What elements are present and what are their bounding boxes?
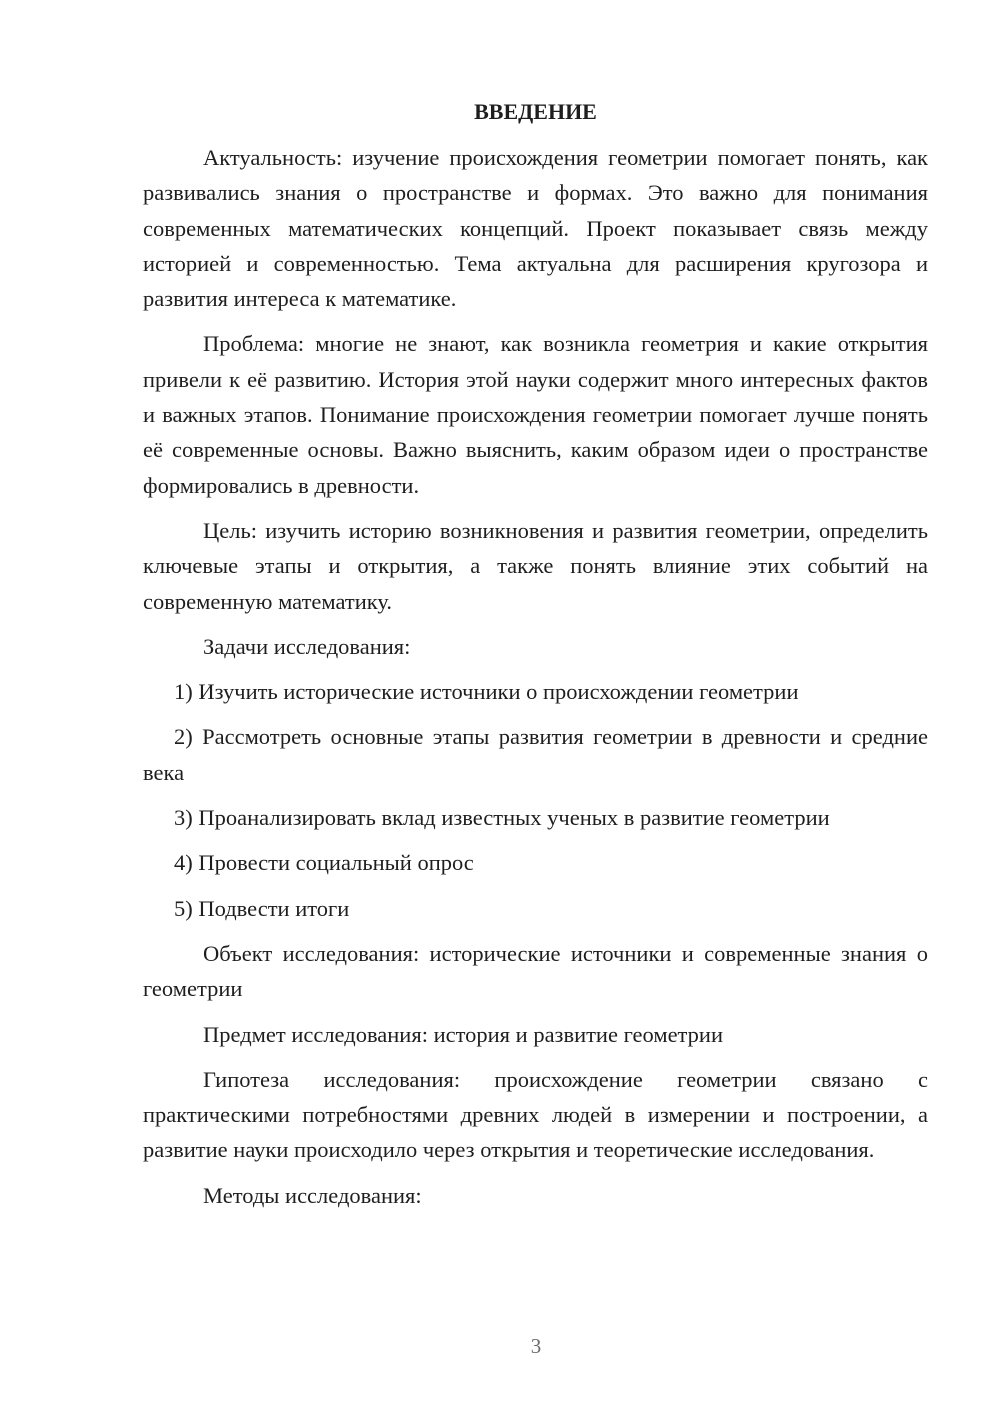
task-item-5: 5) Подвести итоги [174,895,350,921]
research-subject-paragraph: Предмет исследования: история и развитие геометрии [203,1021,723,1047]
page-content [143,96,928,1223]
task-item-2: 2) Рассмотреть основные этапы развития геометрии в древности и средние века [143,724,928,785]
relevance-paragraph: Актуальность: изучение происхождения геометрии помогает понять, как развивались знания о пространстве и формах. Это важно для понимания современных математических концепций. Проект показывает связь между историей и современностью. Тема актуальна для расширения кругозора и развития интереса к математике. [143,145,928,312]
research-object-paragraph: Объект исследования: исторические источники и современные знания о геометрии [143,940,928,1002]
goal-paragraph: Цель: изучить историю возникновения и развития геометрии, определить ключевые этапы и открытия, а также понять влияние этих событий на современную математику. [143,517,928,614]
task-item-1: 1) Изучить исторические источники о происхождении геометрии [174,679,799,705]
methods-heading: Методы исследования: [203,1182,422,1208]
task-item-4: 4) Провести социальный опрос [174,850,474,876]
problem-paragraph: Проблема: многие не знают, как возникла геометрия и какие открытия привели к её развитию. История этой науки содержит много интересных фактов и важных этапов. Понимание происхождения геометрии помогает лучше понять её современные основы. Важно выяснить, каким образом идеи о пространстве формировались в древности. [143,331,928,498]
section-title: ВВЕДЕНИЕ [474,99,597,124]
tasks-heading: Задачи исследования: [203,633,411,659]
task-item-3: 3) Проанализировать вклад известных ученых в развитие геометрии [174,805,830,831]
hypothesis-paragraph: Гипотеза исследования: происхождение геометрии связано с практическими потребностями древних людей в измерении и построении, а развитие науки происходило через открытия и теоретические исследования. [143,1066,928,1163]
page-number: 3 [530,1334,542,1358]
